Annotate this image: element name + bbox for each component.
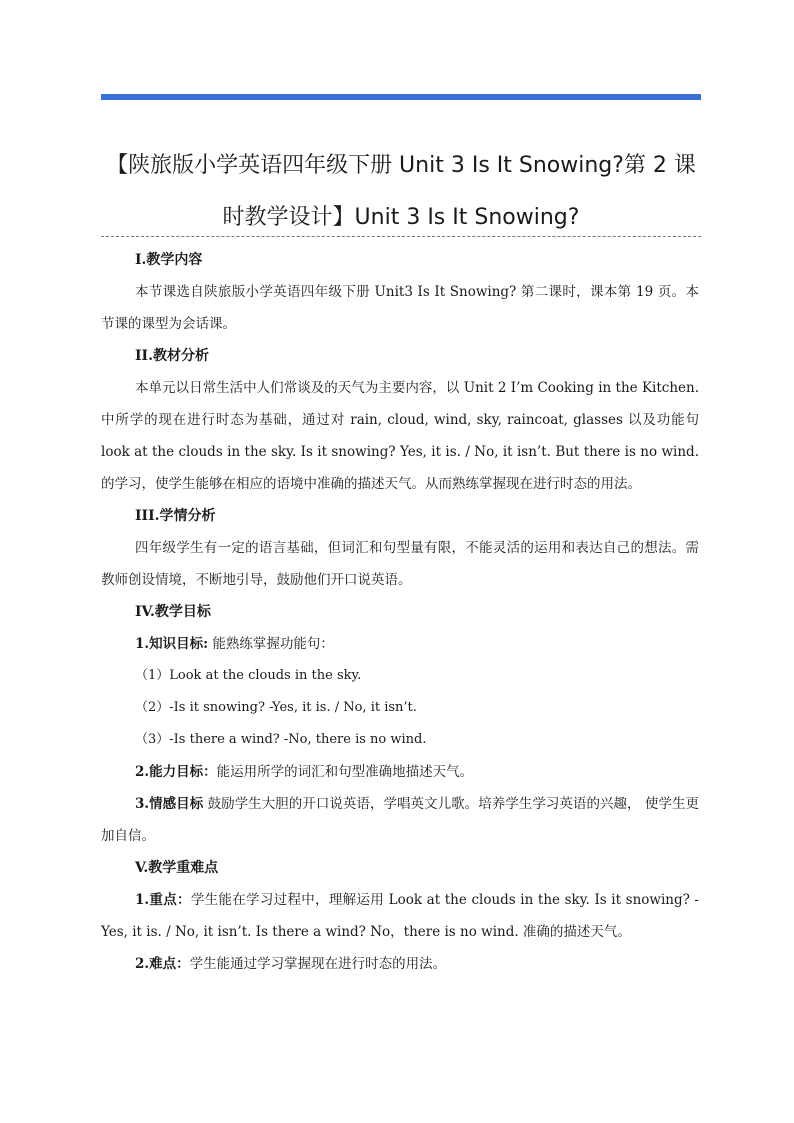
section-heading-students: III.学情分析 xyxy=(135,508,216,524)
section-heading-material: II.教材分析 xyxy=(135,348,209,364)
goal-text: 鼓励学生大胆的开口说英语，学唱英文儿歌。培养学生学习英语的兴趣， 使学生更加自信。 xyxy=(101,796,699,844)
goal-label: 3.情感目标 xyxy=(135,796,204,812)
goal-label: 2.能力目标： xyxy=(135,764,217,780)
point-label: 1.重点： xyxy=(135,892,191,908)
goal-text: 能熟练掌握功能句： xyxy=(208,636,334,652)
goal-sentence-2: （2）-Is it snowing? -Yes, it is. / No, it isn’t. xyxy=(135,700,417,715)
section-heading-goals: IV.教学目标 xyxy=(135,604,211,620)
section-paragraph: 本节课选自陕旅版小学英语四年级下册 Unit3 Is It Snowing? 第二课时，课本第 19 页。本节课的课型为会话课。 xyxy=(101,284,699,332)
goal-sentence-3: （3）-Is there a wind? -No, there is no wind. xyxy=(135,732,427,747)
goal-label: 1.知识目标: xyxy=(135,636,209,652)
goal-sentence-1: （1）Look at the clouds in the sky. xyxy=(135,668,362,683)
point-text: 学生能通过学习掌握现在进行时态的用法。 xyxy=(189,956,447,972)
goal-knowledge xyxy=(101,628,699,660)
goal-ability xyxy=(101,756,699,788)
goal-emotion xyxy=(101,788,699,852)
title-divider xyxy=(101,236,701,237)
section-heading-content: I.教学内容 xyxy=(135,252,203,268)
point-text: 学生能在学习过程中，理解运用 Look at the clouds in the sky. Is it snowing? -Yes, it is. / No, it isn’t. Is there a wind? No，there is no wind. 准确的描述天气。 xyxy=(101,892,699,940)
difficult-point xyxy=(101,948,699,980)
point-label: 2.难点： xyxy=(135,956,190,972)
section-paragraph: 四年级学生有一定的语言基础，但词汇和句型量有限，不能灵活的运用和表达自己的想法。需教师创设情境，不断地引导，鼓励他们开口说英语。 xyxy=(101,540,699,588)
header-rule xyxy=(101,94,701,100)
document-title: 【陕旅版小学英语四年级下册 Unit 3 Is It Snowing?第 2 课时教学设计】Unit 3 Is It Snowing? xyxy=(106,153,696,230)
section-heading-keypoints: V.教学重难点 xyxy=(135,860,219,876)
goal-text: 能运用所学的词汇和句型准确地描述天气。 xyxy=(216,764,474,780)
section-paragraph: 本单元以日常生活中人们常谈及的天气为主要内容，以 Unit 2 I’m Cooking in the Kitchen. 中所学的现在进行时态为基础，通过对 rain, cloud, wind, sky, raincoat, glasses 以及功能句 look at the clouds in the sky. Is it snowing? Yes, it is. / No, it isn’t. But there is no wind. 的学习，使学生能够在相应的语境中准确的描述天气。从而熟练掌握现在进行时态的用法。 xyxy=(101,380,699,492)
key-point xyxy=(101,884,699,948)
document-body xyxy=(101,244,699,980)
